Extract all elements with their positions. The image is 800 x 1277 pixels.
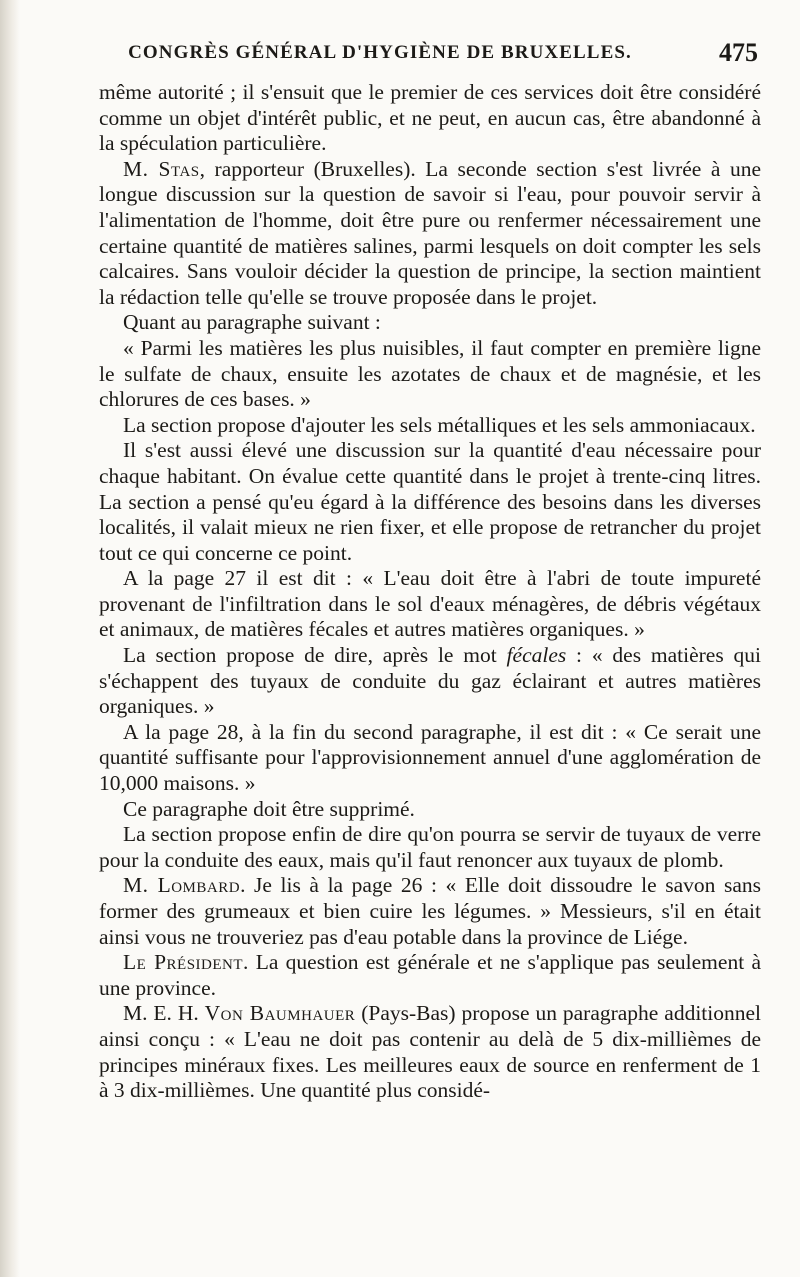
- speaker-prefix: M. E. H.: [123, 1001, 205, 1026]
- paragraph-2: [99, 157, 761, 311]
- paragraph-3: Quant au paragraphe suivant :: [123, 310, 381, 335]
- paragraph-text: (Pays-Bas) propose un paragraphe additionnel ainsi conçu : « L'eau ne doit pas contenir au delà de 5 dix-millièmes de principes minéraux fixes. Les meilleures eaux de source en renferment de 1 à 3 dix-millièmes. Une quantité plus considé-: [99, 1001, 761, 1103]
- paragraph-13: [99, 950, 761, 1001]
- speaker-name: M. Stas: [123, 156, 200, 181]
- paragraph-5: La section propose d'ajouter les sels métalliques et les sels ammoniacaux.: [123, 412, 756, 437]
- speaker-name: Le Président: [123, 950, 244, 975]
- paragraph-7: A la page 27 il est dit : « L'eau doit être à l'abri de toute impureté provenant de l'infiltration dans le sol d'eaux ménagères, de débris végétaux et animaux, de matières fécales et autres matières organiques. »: [99, 566, 761, 642]
- paragraph-text: . La question est générale et ne s'applique pas seulement à une province.: [99, 950, 762, 1000]
- page-header: [100, 38, 760, 78]
- paragraph-text: , rapporteur (Bruxelles). La seconde section s'est livrée à une longue discussion sur la question de savoir si l'eau, pour pouvoir servir à l'alimentation de l'homme, doit être pure ou renfermer nécessairement une certaine quantité de matières salines, parmi lesquels on doit compter les sels calcaires. Sans vouloir décider la question de principe, la section maintient la rédaction telle qu'elle se trouve proposée dans le projet.: [99, 156, 761, 309]
- paragraph-text: La section propose de dire, après le mot: [123, 643, 507, 668]
- page-number: 475: [719, 38, 758, 67]
- paragraph-14: [99, 1001, 761, 1103]
- paragraph-1: même autorité ; il s'ensuit que le premier de ces services doit être considéré comme un objet d'intérêt public, et ne peut, en aucun cas, être abandonné à la spéculation particulière.: [99, 80, 761, 156]
- paragraph-text: : « des matières qui s'échappent des tuyaux de conduite du gaz éclairant et autres matières organiques. »: [99, 643, 761, 719]
- paragraph-text: . Je lis à la page 26 : « Elle doit dissoudre le savon sans former des grumeaux et bien cuire les légumes. » Messieurs, s'il en était ainsi vous ne trouveriez pas d'eau potable dans la province de Liége.: [99, 873, 761, 949]
- page-gutter-shadow: [0, 0, 20, 1277]
- italic-word: fécales: [506, 643, 567, 668]
- running-title: CONGRÈS GÉNÉRAL D'HYGIÈNE DE BRUXELLES.: [128, 42, 632, 63]
- paragraph-12: [99, 873, 761, 950]
- paragraph-8: [99, 643, 761, 720]
- paragraph-10: Ce paragraphe doit être supprimé.: [123, 796, 415, 821]
- paragraph-11: La section propose enfin de dire qu'on pourra se servir de tuyaux de verre pour la conduite des eaux, mais qu'il faut renoncer aux tuyaux de plomb.: [99, 822, 761, 872]
- paragraph-9: A la page 28, à la fin du second paragraphe, il est dit : « Ce serait une quantité suffisante pour l'approvisionnement annuel d'une agglomération de 10,000 maisons. »: [99, 719, 761, 796]
- paragraph-6: Il s'est aussi élevé une discussion sur la quantité d'eau nécessaire pour chaque habitant. On évalue cette quantité dans le projet à trente-cinq litres. La section a pensé qu'eu égard à la différence des besoins dans les diverses localités, il valait mieux ne rien fixer, et elle propose de retrancher du projet tout ce qui concerne ce point.: [99, 438, 761, 565]
- speaker-name: M. Lombard: [123, 873, 241, 898]
- speaker-name: Von Baumhauer: [204, 1001, 356, 1026]
- body-text: [99, 80, 761, 1104]
- paragraph-4: « Parmi les matières les plus nuisibles, il faut compter en première ligne le sulfate de chaux, ensuite les azotates de chaux et de magnésie, et les chlorures de ces bases. »: [99, 335, 761, 412]
